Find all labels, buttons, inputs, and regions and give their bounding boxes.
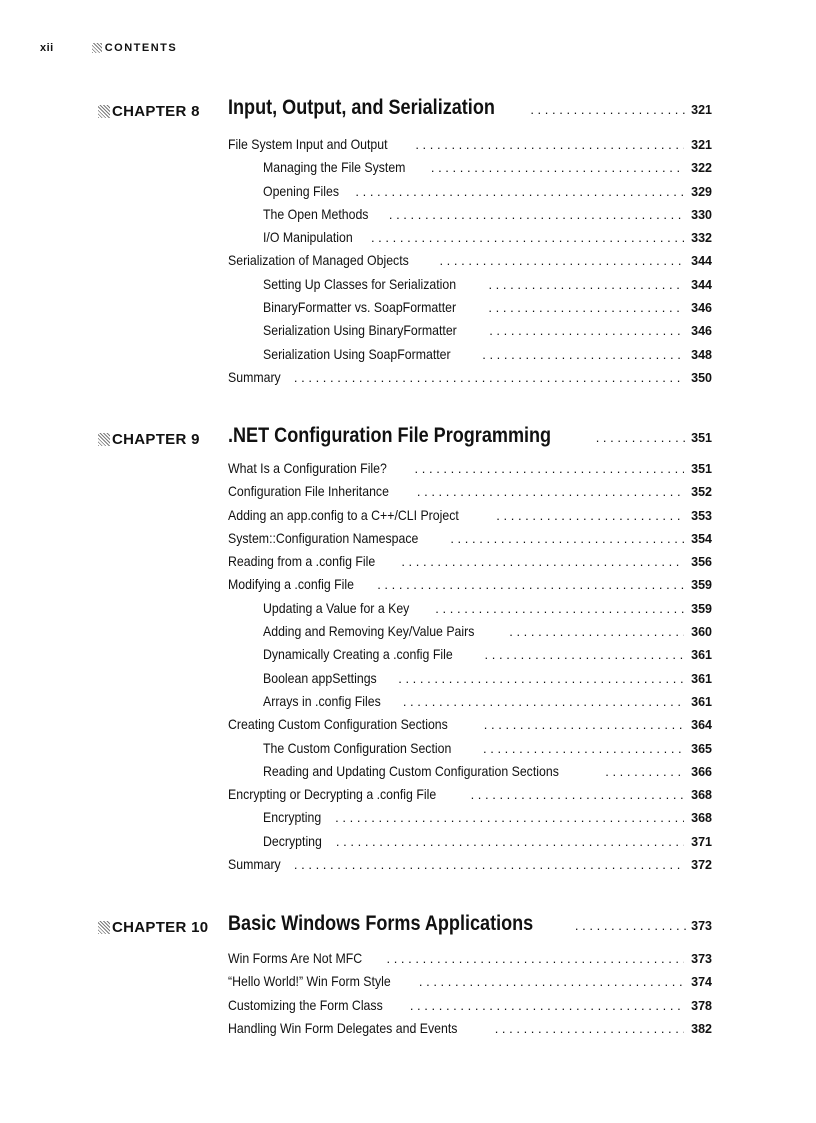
chapter-page: 373	[691, 919, 712, 933]
entry-list	[228, 460, 712, 879]
toc-entry-page: 353	[691, 508, 712, 523]
toc-entry[interactable]	[228, 716, 712, 739]
toc-entry-title: The Custom Configuration Section	[263, 739, 452, 756]
toc-entry-title: The Open Methods	[263, 205, 369, 222]
dot-leader	[377, 577, 684, 592]
toc-entry[interactable]	[228, 1020, 712, 1043]
dot-leader	[483, 741, 684, 756]
toc-entry-page: 344	[691, 254, 712, 269]
toc-entry-page: 374	[691, 975, 712, 990]
dot-leader	[398, 671, 684, 686]
toc-entry-page: 373	[691, 952, 712, 966]
dot-leader	[489, 323, 684, 338]
toc-entry[interactable]	[228, 856, 712, 879]
dot-leader	[417, 484, 684, 499]
toc-entry[interactable]	[228, 693, 712, 716]
toc-entry-title: Encrypting	[263, 809, 322, 826]
dot-leader	[530, 102, 687, 117]
chapter-label	[98, 431, 200, 448]
toc-entry-title: Serialization of Managed Objects	[228, 252, 409, 269]
toc-entry[interactable]	[228, 483, 712, 506]
entry-list	[228, 950, 712, 1043]
dot-leader	[355, 184, 684, 199]
toc-entry[interactable]	[228, 623, 712, 646]
toc-entry-page: 378	[691, 998, 712, 1013]
toc-entry-title: Reading from a .config File	[228, 553, 376, 570]
toc-entry-title: Customizing the Form Class	[228, 996, 383, 1013]
chapter-number: CHAPTER 10	[112, 919, 209, 936]
chapter-title-row[interactable]	[228, 912, 712, 938]
toc-entry-page: 359	[691, 578, 712, 593]
toc-entry[interactable]	[228, 600, 712, 623]
toc-entry-title: Reading and Updating Custom Configuration Sections	[263, 762, 559, 779]
toc-entry-title: Handling Win Form Delegates and Events	[228, 1019, 458, 1036]
toc-entry-page: 359	[691, 601, 712, 616]
toc-entry-title: Encrypting or Decrypting a .config File	[228, 786, 437, 803]
toc-entry[interactable]	[228, 809, 712, 832]
dot-leader	[509, 624, 684, 639]
dot-leader	[484, 717, 684, 732]
dot-leader	[335, 810, 684, 825]
toc-entry-title: Summary	[228, 368, 281, 385]
toc-entry[interactable]	[228, 576, 712, 599]
toc-entry[interactable]	[228, 950, 712, 973]
toc-entry-page: 322	[691, 161, 712, 176]
dot-leader	[294, 370, 684, 385]
section-title: CONTENTS	[104, 42, 178, 54]
toc-entry-title: Serialization Using BinaryFormatter	[263, 322, 457, 339]
dot-leader	[336, 834, 684, 849]
toc-entry-title: BinaryFormatter vs. SoapFormatter	[263, 299, 457, 316]
hatch-marker-icon	[92, 43, 102, 53]
toc-entry[interactable]	[228, 346, 712, 369]
toc-entry[interactable]	[228, 997, 712, 1020]
toc-entry-title: I/O Manipulation	[263, 229, 353, 246]
toc-entry-page: 356	[691, 555, 712, 570]
toc-entry[interactable]	[228, 786, 712, 809]
toc-entry-title: Boolean appSettings	[263, 669, 377, 686]
dot-leader	[371, 230, 684, 245]
dot-leader	[403, 694, 684, 709]
toc-entry[interactable]	[228, 553, 712, 576]
toc-entry-page: 350	[691, 370, 712, 385]
dot-leader	[488, 277, 684, 292]
toc-entry[interactable]	[228, 369, 712, 392]
toc-entry[interactable]	[228, 229, 712, 252]
toc-entry-page: 368	[691, 811, 712, 826]
chapter-heading	[0, 912, 816, 938]
dot-leader	[496, 508, 684, 523]
chapter-title: Input, Output, and Serialization	[228, 96, 495, 119]
hatch-marker-icon	[98, 433, 110, 446]
toc-entry-page: 332	[691, 231, 712, 246]
dot-leader	[439, 253, 684, 268]
toc-entry[interactable]	[228, 322, 712, 345]
toc-entry[interactable]	[228, 670, 712, 693]
toc-entry-title: Adding and Removing Key/Value Pairs	[263, 623, 475, 640]
toc-entry-title: Setting Up Classes for Serialization	[263, 275, 457, 292]
toc-entry-title: Arrays in .config Files	[263, 692, 381, 709]
toc-entry[interactable]	[228, 740, 712, 763]
toc-entry[interactable]	[228, 159, 712, 182]
chapter-label	[98, 103, 200, 120]
toc-entry-page: 368	[691, 788, 712, 803]
dot-leader	[575, 918, 687, 933]
toc-entry-title: Opening Files	[263, 182, 340, 199]
toc-entry[interactable]	[228, 276, 712, 299]
toc-entry-page: 361	[691, 671, 712, 686]
toc-entry-page: 352	[691, 485, 712, 500]
chapter-title: Basic Windows Forms Applications	[228, 912, 534, 935]
dot-leader	[482, 347, 684, 362]
dot-leader	[495, 1021, 684, 1036]
toc-entry-title: System::Configuration Namespace	[228, 529, 419, 546]
chapter-number: CHAPTER 8	[112, 103, 200, 120]
toc-entry[interactable]	[228, 530, 712, 553]
toc-entry[interactable]	[228, 136, 712, 159]
toc-entry-page: 344	[691, 277, 712, 292]
toc-entry[interactable]	[228, 206, 712, 229]
dot-leader	[389, 207, 684, 222]
page-number: xii	[40, 42, 54, 54]
dot-leader	[401, 554, 684, 569]
chapter-title-row[interactable]	[228, 424, 712, 450]
dot-leader	[419, 974, 684, 989]
toc-entry[interactable]	[228, 646, 712, 669]
chapter-label	[98, 919, 208, 936]
toc-entry-page: 365	[691, 741, 712, 756]
dot-leader	[415, 137, 684, 152]
dot-leader	[471, 787, 684, 802]
toc-entry-page: 354	[691, 531, 712, 546]
chapter-number: CHAPTER 9	[112, 431, 200, 448]
toc-entry[interactable]	[228, 460, 712, 483]
toc-entry-title: Creating Custom Configuration Sections	[228, 716, 448, 733]
toc-entry-title: Dynamically Creating a .config File	[263, 646, 453, 663]
toc-entry-page: 360	[691, 625, 712, 640]
dot-leader	[386, 951, 684, 966]
toc-entry-page: 329	[691, 184, 712, 199]
chapter-page: 351	[691, 431, 712, 445]
toc-entry-page: 351	[691, 462, 712, 476]
toc-entry-page: 361	[691, 694, 712, 709]
chapter-title-row[interactable]	[228, 96, 712, 122]
chapter-heading	[0, 424, 816, 450]
dot-leader	[450, 531, 684, 546]
chapter-page: 321	[691, 103, 712, 117]
toc-entry-title: File System Input and Output	[228, 136, 388, 152]
toc-entry-page: 330	[691, 207, 712, 222]
page-header	[40, 42, 177, 54]
toc-entry-title: Modifying a .config File	[228, 576, 355, 593]
hatch-marker-icon	[98, 921, 110, 934]
toc-entry-title: Serialization Using SoapFormatter	[263, 345, 451, 362]
toc-entry-title: Decrypting	[263, 832, 322, 849]
toc-entry-page: 321	[691, 138, 712, 152]
toc-entry-page: 364	[691, 718, 712, 733]
toc-entry-title: Adding an app.config to a C++/CLI Project	[228, 506, 459, 523]
toc-entry[interactable]	[228, 183, 712, 206]
dot-leader	[605, 764, 684, 779]
toc-entry-page: 348	[691, 347, 712, 362]
dot-leader	[596, 430, 687, 445]
toc-entry-page: 382	[691, 1021, 712, 1036]
dot-leader	[415, 461, 684, 476]
toc-entry[interactable]	[228, 973, 712, 996]
toc-entry-page: 346	[691, 301, 712, 316]
toc-entry-title: Summary	[228, 856, 281, 873]
toc-entry-page: 346	[691, 324, 712, 339]
toc-entry-title: Updating a Value for a Key	[263, 599, 410, 616]
dot-leader	[488, 300, 684, 315]
toc-entry[interactable]	[228, 252, 712, 275]
toc-entry-title: Configuration File Inheritance	[228, 483, 389, 500]
hatch-marker-icon	[98, 105, 110, 118]
toc-entry-page: 366	[691, 764, 712, 779]
dot-leader	[431, 160, 684, 175]
toc-entry-title: What Is a Configuration File?	[228, 460, 387, 476]
dot-leader	[485, 647, 684, 662]
toc-entry[interactable]	[228, 507, 712, 530]
toc-entry-page: 372	[691, 858, 712, 873]
toc-entry-title: “Hello World!” Win Form Style	[228, 973, 391, 990]
toc-entry[interactable]	[228, 833, 712, 856]
toc-entry-page: 371	[691, 834, 712, 849]
toc-entry[interactable]	[228, 299, 712, 322]
chapter-heading	[0, 96, 816, 122]
toc-entry-title: Managing the File System	[263, 159, 406, 176]
dot-leader	[294, 857, 684, 872]
toc-entry[interactable]	[228, 763, 712, 786]
toc-entry-title: Win Forms Are Not MFC	[228, 950, 363, 966]
dot-leader	[410, 998, 684, 1013]
dot-leader	[435, 601, 684, 616]
toc-entry-page: 361	[691, 648, 712, 663]
entry-list	[228, 136, 712, 392]
chapter-title: .NET Configuration File Programming	[228, 424, 552, 447]
